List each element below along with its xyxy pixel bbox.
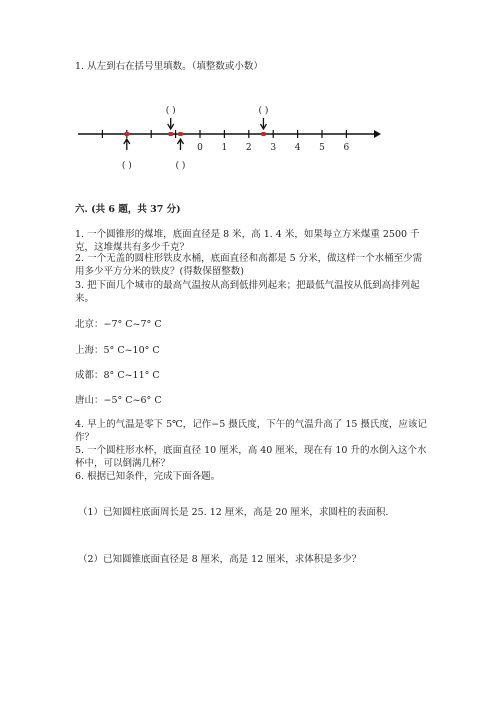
tick-label: 1 <box>221 143 228 153</box>
problem-6: 6. 根据已知条件，完成下面各题。 <box>75 471 221 482</box>
tick-label: 4 <box>294 143 301 153</box>
marker-arrow <box>177 139 183 150</box>
marker-arrow <box>168 118 174 129</box>
section-title: 六. (共 6 题，共 37 分) <box>75 204 181 215</box>
marker-dot <box>261 132 265 136</box>
problem-5: 5. 一个圆柱形水杯，底面直径 10 厘米，高 40 厘米，现在有 10 升的水倒入这个水杯中，可以倒满几杯？ <box>75 445 427 469</box>
problem-3: 3. 把下面几个城市的最高气温按从高到低排列起来；把最低气温按从低到高排列起来。 <box>75 280 420 304</box>
city-tangshan: 唐山：−5° C~6° C <box>75 395 162 406</box>
tick-label: 5 <box>319 143 325 153</box>
tick-label: 2 <box>245 143 252 153</box>
problem-4: 4. 早上的气温是零下 5℃，记作−5 摄氏度，下午的气温升高了 15 摄氏度，应该记作？ <box>75 419 427 443</box>
number-line-arrow <box>374 130 381 138</box>
marker-arrow <box>260 118 266 129</box>
sub-question-2: （2）已知圆锥底面直径是 8 厘米，高是 12 厘米，求体积是多少？ <box>78 554 362 565</box>
city-beijing: 北京：−7° C~7° C <box>75 319 162 330</box>
answer-blank: ( ) <box>165 106 176 116</box>
city-shanghai: 上海：5° C~10° C <box>75 345 160 356</box>
marker-dot <box>125 132 129 136</box>
marker-dot <box>169 132 173 136</box>
city-chengdu: 成都：8° C~11° C <box>75 370 160 381</box>
tick-label: 3 <box>270 143 277 153</box>
marker-arrow <box>124 139 130 150</box>
problem-1: 1. 一个圆锥形的煤堆，底面直径是 8 米，高 1. 4 米，如果每立方米煤重 2500 千克，这堆煤共有多少千克？ <box>75 229 420 253</box>
answer-blank: ( ) <box>258 106 269 116</box>
problem-2: 2. 一个无盖的圆柱形铁皮水桶，底面直径和高都是 5 分米，做这样一个水桶至少需用多少平方分米的铁皮？(得数保留整数) <box>75 253 423 277</box>
tick-label: 6 <box>343 143 350 153</box>
tick-label: 0 <box>197 143 203 153</box>
question-1-title: 1. 从左到右在括号里填数。（填整数或小数） <box>75 61 263 72</box>
marker-dot <box>178 132 182 136</box>
sub-question-1: （1）已知圆柱底面周长是 25. 12 厘米，高是 20 厘米，求圆柱的表面积. <box>78 507 389 518</box>
answer-blank: ( ) <box>175 161 186 171</box>
answer-blank: ( ) <box>121 161 132 171</box>
